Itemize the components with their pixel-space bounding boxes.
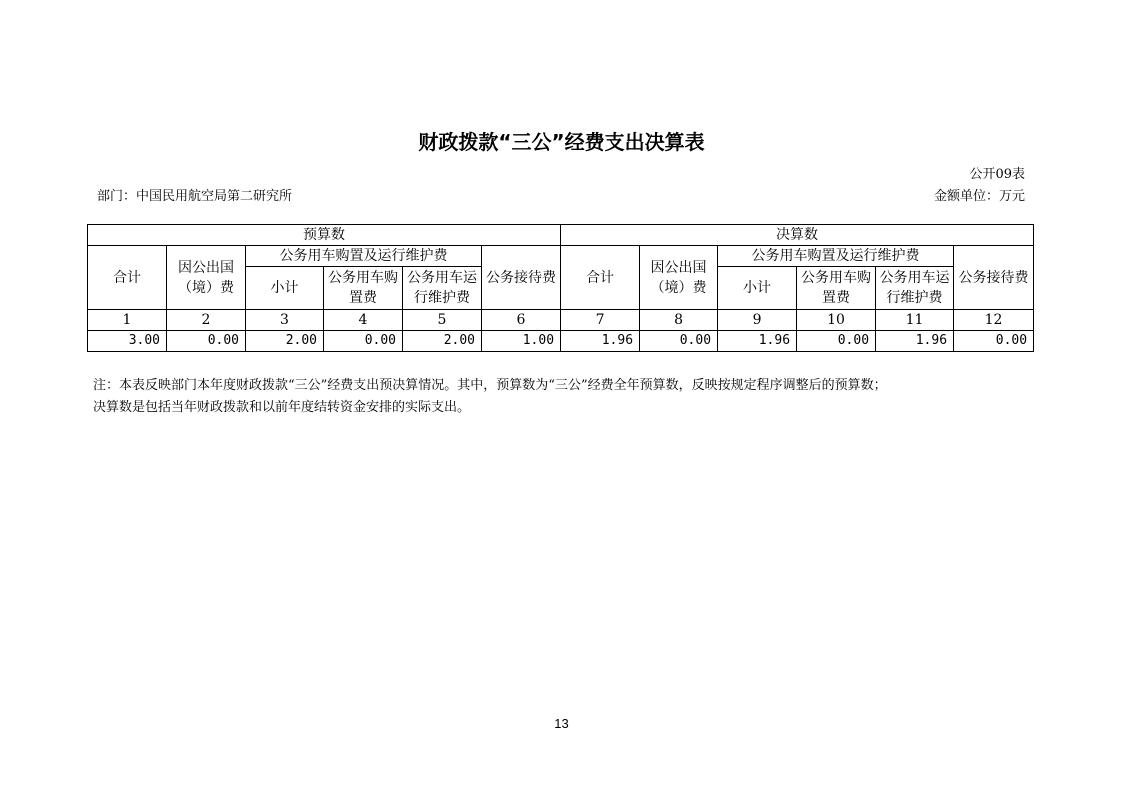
table-note: [93, 375, 1033, 419]
column-number: 5: [403, 310, 482, 331]
header-reception: 公务接待费: [954, 246, 1034, 310]
header-vehicle-operation: 公务用车运行维护费: [403, 267, 482, 310]
column-number: 1: [88, 310, 167, 331]
column-number: 3: [246, 310, 324, 331]
form-code: 公开09表: [969, 167, 1025, 182]
header-abroad: 因公出国（境）费: [640, 246, 718, 310]
final-abroad-value: 0.00: [640, 331, 718, 352]
header-reception: 公务接待费: [482, 246, 561, 310]
column-number: 9: [718, 310, 797, 331]
header-vehicle-group: 公务用车购置及运行维护费: [718, 246, 954, 267]
note-line: 注：本表反映部门本年度财政拨款“三公”经费支出预决算情况。其中，预算数为“三公”经费全年预算数，反映按规定程序调整后的预算数；: [93, 378, 887, 393]
budget-vehicle-operation-value: 2.00: [403, 331, 482, 352]
column-number: 2: [167, 310, 246, 331]
final-reception-value: 0.00: [954, 331, 1034, 352]
final-vehicle-purchase-value: 0.00: [797, 331, 876, 352]
final-header: 决算数: [561, 225, 1034, 246]
budget-vehicle-purchase-value: 0.00: [324, 331, 403, 352]
header-subtotal: 小计: [718, 267, 797, 310]
header-total: 合计: [88, 246, 167, 310]
header-subtotal: 小计: [246, 267, 324, 310]
column-number: 11: [876, 310, 954, 331]
column-number-row: [88, 310, 1034, 331]
header-vehicle-group: 公务用车购置及运行维护费: [246, 246, 482, 267]
final-total-value: 1.96: [561, 331, 640, 352]
value-row: [88, 331, 1034, 352]
column-number: 8: [640, 310, 718, 331]
budget-reception-value: 1.00: [482, 331, 561, 352]
budget-vehicle-subtotal-value: 2.00: [246, 331, 324, 352]
three-public-expenses-table: [87, 224, 1034, 352]
document-title: 财政拨款“三公”经费支出决算表: [418, 130, 705, 154]
column-number: 12: [954, 310, 1034, 331]
column-number: 4: [324, 310, 403, 331]
final-vehicle-subtotal-value: 1.96: [718, 331, 797, 352]
note-line: 决算数是包括当年财政拨款和以前年度结转资金安排的实际支出。: [93, 400, 471, 415]
header-vehicle-purchase: 公务用车购置费: [797, 267, 876, 310]
column-number: 10: [797, 310, 876, 331]
header-vehicle-operation: 公务用车运行维护费: [876, 267, 954, 310]
budget-total-value: 3.00: [88, 331, 167, 352]
department-label: 部门：中国民用航空局第二研究所: [97, 189, 293, 204]
column-number: 7: [561, 310, 640, 331]
page-number: 13: [554, 716, 569, 731]
column-number: 6: [482, 310, 561, 331]
header-vehicle-purchase: 公务用车购置费: [324, 267, 403, 310]
final-vehicle-operation-value: 1.96: [876, 331, 954, 352]
header-total: 合计: [561, 246, 640, 310]
header-abroad: 因公出国（境）费: [167, 246, 246, 310]
budget-abroad-value: 0.00: [167, 331, 246, 352]
amount-unit-label: 金额单位：万元: [933, 189, 1025, 204]
budget-header: 预算数: [88, 225, 561, 246]
